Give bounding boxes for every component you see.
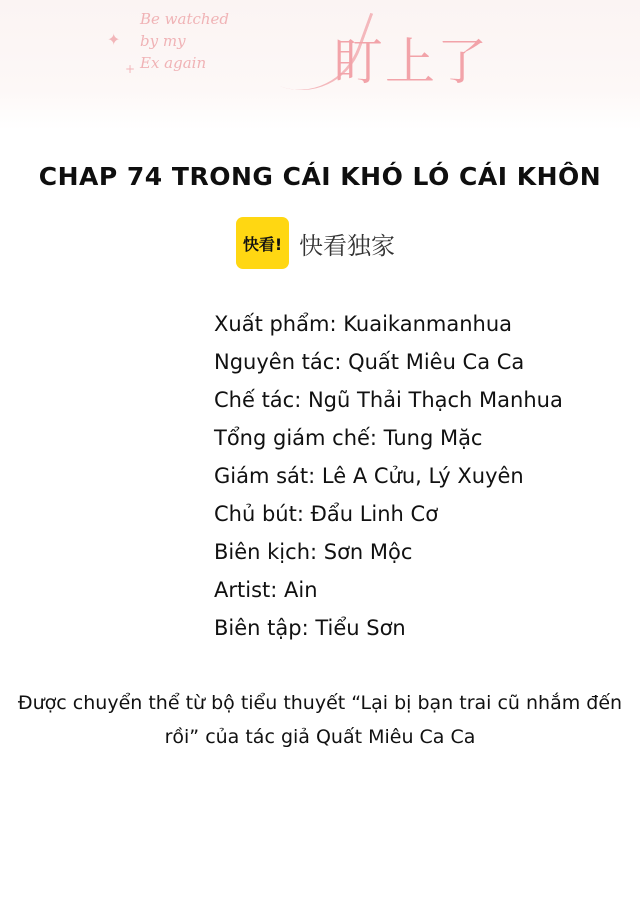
adaptation-line: rồi” của tác giả Quất Miêu Ca Ca bbox=[164, 726, 476, 748]
chapter-title: CHAP 74 TRONG CÁI KHÓ LÓ CÁI KHÔN bbox=[38, 162, 602, 191]
credits-list bbox=[214, 305, 563, 647]
credit-line: Xuất phẩm: Kuaikanmanhua bbox=[214, 312, 513, 336]
logo-english-title: Be watched by my Ex again bbox=[140, 10, 230, 72]
credit-line: Chủ bút: Đẩu Linh Cơ bbox=[214, 502, 439, 526]
kuaikan-logo-badge: 快看! bbox=[236, 217, 289, 269]
comic-logo bbox=[95, 0, 515, 125]
adaptation-note bbox=[0, 686, 640, 754]
brand-exclusive-label: 快看独家 bbox=[299, 231, 395, 260]
credit-line: Biên kịch: Sơn Mộc bbox=[214, 540, 413, 564]
top-banner bbox=[0, 0, 640, 130]
sparkle-icon: ✦ bbox=[107, 30, 121, 49]
publisher-brand bbox=[236, 217, 395, 269]
adaptation-line: Được chuyển thể từ bộ tiểu thuyết “Lại bị bạn trai cũ nhắm đến bbox=[17, 692, 623, 714]
credit-line: Nguyên tác: Quất Miêu Ca Ca bbox=[214, 350, 525, 374]
credit-line: Artist: Ain bbox=[214, 578, 318, 602]
credit-line: Tổng giám chế: Tung Mặc bbox=[214, 426, 483, 450]
credit-line: Chế tác: Ngũ Thải Thạch Manhua bbox=[214, 388, 563, 412]
sparkle-icon: + bbox=[125, 62, 136, 76]
logo-chinese-title: 盯上了 bbox=[333, 33, 489, 91]
credit-line: Biên tập: Tiểu Sơn bbox=[214, 616, 406, 640]
credit-line: Giám sát: Lê A Cửu, Lý Xuyên bbox=[214, 464, 524, 488]
